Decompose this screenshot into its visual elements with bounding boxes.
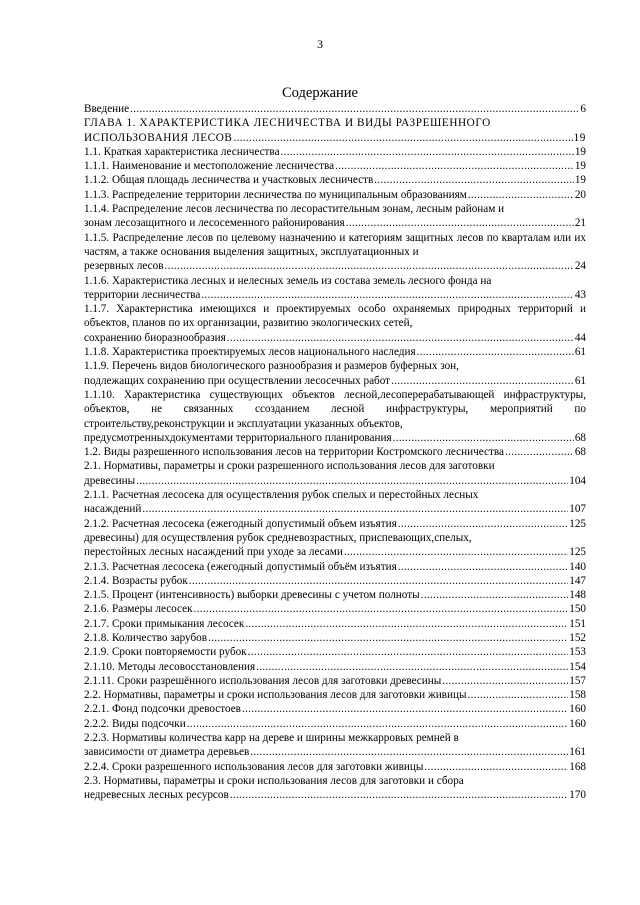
toc-entry-last-line (84, 131, 586, 145)
toc-entry-last-line (84, 431, 586, 445)
toc-entry (84, 459, 586, 488)
toc-entry-page: 24 (574, 260, 586, 273)
toc-entry-last-line (84, 560, 586, 574)
toc-entry-title: 2.2.2. Виды подсочки (84, 717, 186, 730)
toc-entry-text: 1.1.7. Характеристика имеющихся и проектируемых особо охраняемых природных территорий и объектов, планов по их организации, развитию экологических сетей, (84, 303, 586, 330)
toc-entry-title: 2.1.5. Процент (интенсивность) выборки древесины с учетом полноты (84, 589, 420, 602)
toc-entry-title: ИСПОЛЬЗОВАНИЯ ЛЕСОВ (84, 131, 233, 144)
toc-entry-title: 2.2. Нормативы, параметры и сроки использования лесов для заготовки живицы (84, 689, 467, 702)
toc-entry-page: 104 (569, 474, 586, 487)
toc-entry-title: 2.2.1. Фонд подсочки древостоев (84, 703, 241, 716)
toc-entry-text: древесины) для осуществления рубок средневозрастных, приспевающих,спелых, (84, 531, 472, 544)
toc-leader-dots (136, 474, 568, 488)
toc-entry-page: 161 (569, 746, 586, 759)
toc-entry-title: 2.1.9. Сроки повторяемости рубок (84, 646, 247, 659)
toc-entry-page: 152 (569, 631, 586, 644)
toc-entry-title: древесины (84, 474, 136, 487)
toc-entry-page: 160 (569, 717, 586, 730)
toc-entry-last-line (84, 259, 586, 273)
toc-entry-page: 150 (569, 603, 586, 616)
toc-leader-dots (393, 431, 574, 445)
toc-entry (84, 717, 586, 731)
toc-entry-text: 1.1.5. Распределение лесов по целевому назначению и категориям защитных лесов по кварталам или их частям, а также основания выделения защитных, эксплуатационных и (84, 231, 586, 258)
toc-entry (84, 388, 586, 445)
toc-entry-page: 61 (574, 346, 586, 359)
toc-entry-title: резервных лесов (84, 260, 164, 273)
toc-entry-page: 19 (573, 131, 586, 144)
toc-entry-title: 2.1.11. Сроки разрешённого использования лесов для заготовки древесины (84, 674, 442, 687)
toc-entry-page: 68 (574, 446, 586, 459)
toc-leader-dots (250, 745, 568, 759)
toc-leader-dots (391, 374, 574, 388)
toc-entry (84, 359, 586, 388)
toc-entry-last-line (84, 445, 586, 459)
toc-entry (84, 116, 586, 145)
toc-entry (84, 645, 586, 659)
toc-entry-title: 2.1.3. Расчетная лесосека (ежегодный допустимый объём изъятия (84, 560, 397, 573)
toc-entry-last-line (84, 674, 586, 688)
toc-leader-dots (421, 588, 569, 602)
toc-entry-page: 160 (569, 703, 586, 716)
toc-entry-title: сохранению биоразнообразия (84, 331, 226, 344)
toc-leader-dots (130, 102, 579, 116)
toc-entry (84, 345, 586, 359)
toc-leader-dots (417, 345, 574, 359)
toc-leader-dots (505, 445, 574, 459)
toc-leader-dots (201, 288, 573, 302)
toc-entry-page: 125 (569, 546, 586, 559)
toc-entry-last-line (84, 474, 586, 488)
toc-entry-last-line (84, 617, 586, 631)
toc-entry-title: 2.1.8. Количество зарубов (84, 631, 208, 644)
toc-entry-page: 170 (569, 789, 586, 802)
toc-entry-title: 1.1.3. Распределение территории лесничества по муниципальным образованиям (84, 188, 467, 201)
toc-entry-text: 2.2.3. Нормативы количества карр на дереве и ширины межкарровых ремней в (84, 732, 459, 745)
toc-entry-last-line (84, 102, 586, 116)
toc-entry (84, 602, 586, 616)
toc-leader-dots (242, 702, 568, 716)
toc-entry-text: 1.1.6. Характеристика лесных и нелесных земель из состава земель лесного фонда на (84, 274, 492, 287)
toc-entry-last-line (84, 602, 586, 616)
toc-entry-text: 1.1.9. Перечень видов биологического разнообразия и размеров буферных зон, (84, 360, 459, 373)
toc-entry-title: 2.2.4. Сроки разрешенного использования лесов для заготовки живицы (84, 760, 424, 773)
toc-entry-title: 1.2. Виды разрешенного использования лесов на территории Костромского лесничества (84, 446, 504, 459)
toc-leader-dots (142, 502, 568, 516)
toc-entry (84, 617, 586, 631)
toc-entry-last-line (84, 788, 586, 802)
toc-entry-last-line (84, 645, 586, 659)
toc-entry-last-line (84, 745, 586, 759)
toc-entry (84, 531, 586, 560)
toc-entry-page: 19 (574, 160, 586, 173)
toc-entry-last-line (84, 517, 586, 531)
toc-entry (84, 202, 586, 231)
toc-entry-page: 157 (569, 674, 586, 687)
toc-entry-last-line (84, 660, 586, 674)
toc-leader-dots (467, 688, 568, 702)
toc-entry-page: 148 (569, 589, 586, 602)
toc-leader-dots (165, 259, 574, 273)
toc-entry-title: 1.1. Краткая характеристика лесничества (84, 145, 280, 158)
toc-leader-dots (194, 602, 569, 616)
toc-entry-page: 43 (574, 288, 586, 301)
toc-entry-page: 6 (580, 103, 586, 115)
toc-entry (84, 774, 586, 803)
toc-entry-last-line (84, 702, 586, 716)
toc-entry-last-line (84, 216, 586, 230)
toc-entry-page: 107 (569, 503, 586, 516)
toc-leader-dots (374, 173, 574, 187)
toc-entry (84, 231, 586, 274)
toc-entry-last-line (84, 188, 586, 202)
toc-leader-dots (248, 645, 569, 659)
toc-entry-last-line (84, 688, 586, 702)
toc-entry (84, 660, 586, 674)
toc-entry-text: 2.3. Нормативы, параметры и сроки использования лесов для заготовки и сбора (84, 774, 464, 787)
toc-entry-title: зависимости от диаметра деревьев (84, 746, 250, 759)
toc-entry-text: ГЛАВА 1. ХАРАКТЕРИСТИКА ЛЕСНИЧЕСТВА И ВИДЫ РАЗРЕШЕННОГО (84, 117, 491, 130)
toc-entry-last-line (84, 374, 586, 388)
toc-entry-text: 2.1. Нормативы, параметры и сроки разрешенного использования лесов для заготовки (84, 460, 495, 473)
toc-entry (84, 688, 586, 702)
toc-leader-dots (344, 545, 568, 559)
toc-entry (84, 731, 586, 760)
toc-entry-title: 2.1.4. Возрасты рубок (84, 574, 188, 587)
toc-entry (84, 631, 586, 645)
toc-entry (84, 274, 586, 303)
toc-entry (84, 517, 586, 531)
toc-leader-dots (398, 560, 568, 574)
toc-entry-page: 68 (574, 431, 586, 444)
toc-entry-title: подлежащих сохранению при осуществлении лесосечных работ (84, 374, 391, 387)
toc-entry-page: 154 (569, 660, 586, 673)
toc-entry-title: 1.1.1. Наименование и местоположение лесничества (84, 160, 335, 173)
toc-entry (84, 173, 586, 187)
toc-entry-text: 1.1.10. Характеристика существующих объектов лесной,лесоперерабатывающей инфраструктуры, объектов, не связанных ссозданием лесной инфраструктуры, мероприятий по строительству,реконструкции и эксплуатации указанных объектов, (84, 388, 586, 430)
toc-entry-last-line (84, 345, 586, 359)
toc-entry-title: территории лесничества (84, 288, 201, 301)
toc-entry-page: 140 (569, 560, 586, 573)
toc-entry-title: недревесных лесных ресурсов (84, 789, 229, 802)
toc-entry-page: 44 (574, 331, 586, 344)
toc-leader-dots (187, 717, 569, 731)
toc-entry (84, 588, 586, 602)
toc-entry-page: 19 (574, 145, 586, 158)
toc-entry-text: 1.1.4. Распределение лесов лесничества по лесорастительным зонам, лесным районам и (84, 203, 505, 216)
toc-entry-title: перестойных лесных насаждений при уходе за лесами (84, 546, 343, 559)
toc-entry-title: насаждений (84, 503, 142, 516)
toc-entry-title: 2.1.10. Методы лесовосстановления (84, 660, 256, 673)
toc-entry-page: 168 (569, 760, 586, 773)
toc-leader-dots (256, 660, 568, 674)
toc-entry-last-line (84, 574, 586, 588)
toc-entry (84, 560, 586, 574)
toc-entry (84, 702, 586, 716)
toc-leader-dots (442, 674, 568, 688)
page-number: 3 (317, 37, 323, 51)
toc-entry-page: 20 (574, 188, 586, 201)
toc-entry-page: 61 (574, 374, 586, 387)
toc-leader-dots (468, 188, 574, 202)
toc-entry-last-line (84, 545, 586, 559)
toc-entry-last-line (84, 288, 586, 302)
toc-entry (84, 102, 586, 116)
toc-entry-page: 151 (569, 617, 586, 630)
toc-entry-text: 2.1.1. Расчетная лесосека для осуществления рубок спелых и перестойных лесных (84, 489, 479, 502)
toc-entry-page: 158 (569, 689, 586, 702)
toc-leader-dots (189, 574, 568, 588)
toc-entry-page: 147 (569, 574, 586, 587)
toc-entry-title: Введение (84, 103, 130, 115)
toc-leader-dots (234, 131, 573, 145)
toc-entry-last-line (84, 588, 586, 602)
toc-entry-last-line (84, 631, 586, 645)
toc-entry-last-line (84, 145, 586, 159)
toc-leader-dots (245, 617, 568, 631)
toc-entry-title: 1.1.2. Общая площадь лесничества и участковых лесничеств (84, 174, 374, 187)
toc-leader-dots (335, 159, 574, 173)
toc-entry (84, 445, 586, 459)
toc-entry-last-line (84, 760, 586, 774)
toc-entry-title: 2.1.6. Размеры лесосек (84, 603, 193, 616)
toc-leader-dots (281, 145, 574, 159)
table-of-contents (84, 102, 586, 803)
toc-entry (84, 145, 586, 159)
toc-entry-last-line (84, 159, 586, 173)
toc-leader-dots (230, 788, 568, 802)
toc-entry-last-line (84, 502, 586, 516)
toc-leader-dots (398, 517, 568, 531)
toc-entry (84, 488, 586, 517)
toc-leader-dots (208, 631, 568, 645)
toc-entry (84, 188, 586, 202)
toc-entry-title: 1.1.8. Характеристика проектируемых лесов национального наследия (84, 346, 416, 359)
toc-title: Содержание (282, 85, 358, 101)
toc-entry (84, 674, 586, 688)
toc-entry-page: 21 (574, 217, 586, 230)
toc-entry (84, 760, 586, 774)
toc-entry-title: зонам лесозащитного и лесосеменного районирования (84, 217, 345, 230)
toc-entry-title: предусмотренныхдокументами территориального планирования (84, 431, 392, 444)
toc-entry (84, 159, 586, 173)
toc-entry-last-line (84, 331, 586, 345)
toc-entry-page: 19 (574, 174, 586, 187)
toc-leader-dots (424, 760, 568, 774)
toc-entry-title: 2.1.2. Расчетная лесосека (ежегодный допустимый объем изъятия (84, 517, 397, 530)
toc-entry-page: 153 (569, 646, 586, 659)
toc-entry-last-line (84, 173, 586, 187)
toc-entry (84, 574, 586, 588)
toc-leader-dots (346, 216, 574, 230)
toc-entry (84, 302, 586, 345)
toc-leader-dots (227, 331, 574, 345)
toc-entry-last-line (84, 717, 586, 731)
toc-entry-title: 2.1.7. Сроки примыкания лесосек (84, 617, 245, 630)
toc-entry-page: 125 (569, 517, 586, 530)
